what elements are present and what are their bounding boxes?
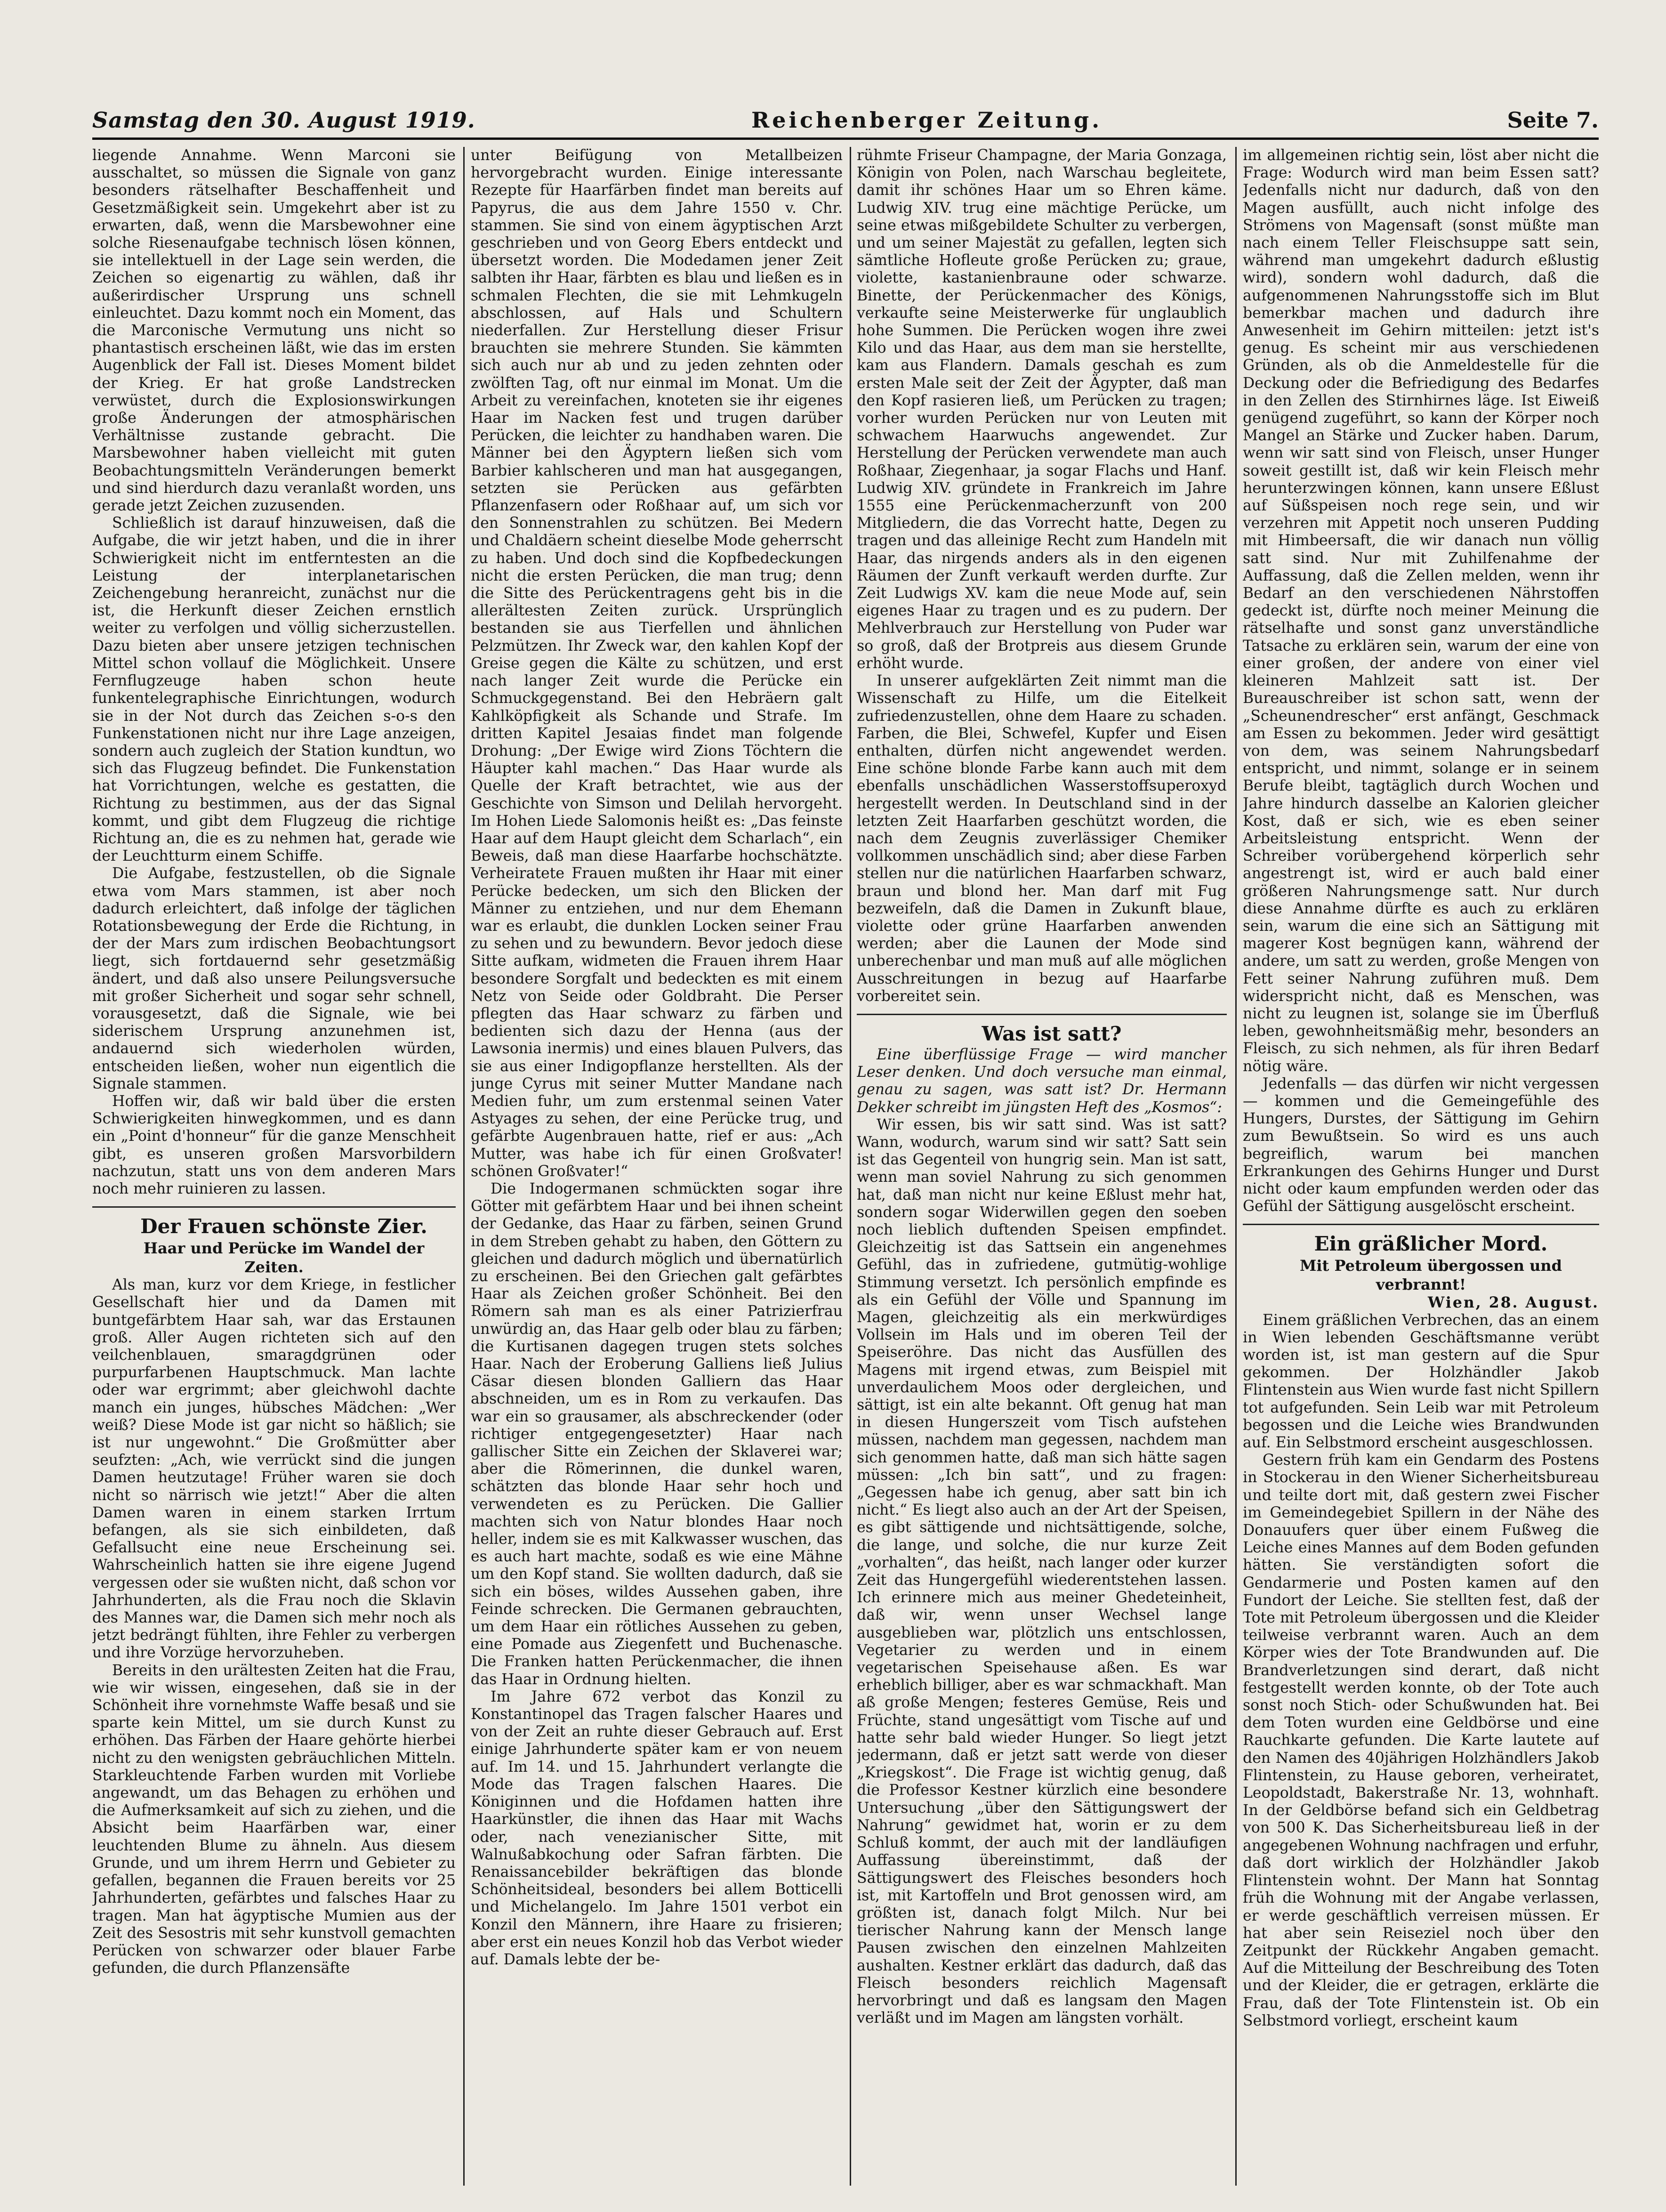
article-divider <box>92 1206 456 1208</box>
column-4 <box>1243 147 1599 2186</box>
column-1 <box>92 147 456 2186</box>
column-divider <box>1235 147 1237 2186</box>
paragraph: im allgemeinen richtig sein, löst aber nicht die Frage: Wodurch wird man beim Essen satt? Jedenfalls nicht nur dadurch, daß von den Magen ausfüllt, auch nicht infolge des Strömens von Magensaft (sonst müßte man nach einem Teller Fleischsuppe satt sein, während man umgekehrt dadurch eßlustig wird), sondern wohl dadurch, daß die aufgenommenen Nahrungsstoffe sich im Blut bemerkbar machen und dadurch ihre Anwesenheit im Gehirn mitteilen: jetzt ist's genug. Es scheint mir aus verschiedenen Gründen, als ob die Anmeldestelle für die Deckung oder die Befriedigung des Bedarfes in den Zellen des Stirnhirnes läge. Ist Eiweiß genügend zugeführt, so kann der Körper noch Mangel an Stärke und Zucker haben. Darum, wenn wir satt sind von Fleisch, unser Hunger soweit gestillt ist, daß wir kein Fleisch mehr herunterzwingen können, kann unsere Eßlust auf Süßspeisen noch rege sein, und wir verzehren mit Appetit noch unseren Pudding mit Himbeersaft, die wir danach nun völlig satt sind. Nur mit Zuhilfenahme der Auffassung, daß die Zellen melden, wenn ihr Bedarf an den verschiedenen Nährstoffen gedeckt ist, dürfte noch meiner Meinung die rätselhafte und sonst ganz unverständliche Tatsache zu erklären sein, warum der eine von einer großen, der andere von einer viel kleineren Mahlzeit satt ist. Der Bureauschreiber ist schon satt, wenn der „Scheunendrescher“ erst anfängt, Geschmack am Essen zu bekommen. Jeder wird gesättigt von dem, was seinem Nahrungsbedarf entspricht, und nimmt, solange er in seinem Berufe bleibt, tagtäglich durch Wochen und Jahre hindurch dasselbe an Kalorien gleicher Kost, daß er sich, wie es eben seiner Arbeitsleistung entspricht. Wenn der Schreiber vorübergehend körperlich sehr angestrengt ist, wird er auch bald einer größeren Nahrungsmenge satt. Nur durch diese Annahme dürfte es auch zu erklären sein, warum die eine sich an Sättigung mit magerer Kost begnügen kann, während der andere, um satt zu werden, große Mengen von Fett seiner Nahrung zuführen muß. Dem widerspricht nicht, daß es Menschen, was nicht zu leugnen ist, solange sie im Überfluß leben, gewohnheitsmäßig mehr, besonders an Fleisch, zu sich nehmen, als für ihren Bedarf nötig wäre. <box>1243 147 1599 1075</box>
header-rule <box>92 137 1599 140</box>
article-divider <box>857 1014 1227 1015</box>
paragraph: Als man, kurz vor dem Kriege, in festlicher Gesellschaft hier und da Damen mit buntgefärbtem Haar sah, war das Erstaunen groß. Aller Augen richteten sich auf den veilchenblauen, smaragdgrünen oder purpurfarbenen Hauptschmuck. Man lachte oder war ergrimmt; aber gleichwohl dachte manch ein junges, hübsches Mädchen: „Wer weiß? Diese Mode ist gar nicht so häßlich; sie ist nur ungewohnt.“ Die Großmütter aber seufzten: „Ach, wie verrückt sind die jungen Damen heutzutage! Früher waren sie doch nicht so närrisch wie jetzt!“ Aber die alten Damen waren in einem starken Irrtum befangen, als sie sich einbildeten, daß Gefallsucht eine neue Erscheinung sei. Wahrscheinlich hatten sie ihre eigene Jugend vergessen oder sie wußten nicht, daß schon vor Jahrhunderten, als die Frau noch die Sklavin des Mannes war, die Damen sich mehr noch als jetzt bedrängt fühlten, ihre Fehler zu verbergen und ihre Vorzüge hervorzuheben. <box>92 1276 456 1662</box>
column-divider <box>463 147 465 2186</box>
dateline: Wien, 28. August. <box>1428 1294 1599 1312</box>
page-number: Seite 7. <box>1507 107 1599 133</box>
paragraph: Bereits in den urältesten Zeiten hat die Frau, wie wir wissen, eingesehen, daß sie in der Schönheit ihre vornehmste Waffe besaß und sie sparte kein Mittel, um sie durch Kunst zu erhöhen. Das Färben der Haare gehörte hierbei nicht zu den wenigsten gebräuchlichen Mitteln. Starkleuchtende Farben wurden mit Vorliebe angewandt, um das Behagen zu erhöhen und die Aufmerksamkeit auf sich zu ziehen, und die Absicht beim Haarfärben war, einer leuchtenden Blume zu ähneln. Aus diesem Grunde, und um ihrem Herrn und Gebieter zu gefallen, begannen die Frauen bereits vor 25 Jahrhunderten, gefärbtes und falsches Haar zu tragen. Man hat ägyptische Mumien aus der Zeit des Sesostris mit sehr kunstvoll gemachten Perücken von schwarzer oder blauer Farbe gefunden, die durch Pflanzensäfte <box>92 1662 456 1977</box>
article-subtitle: Mit Petroleum übergossen und verbrannt! <box>1299 1257 1562 1294</box>
masthead: Reichenberger Zeitung. <box>751 107 1103 133</box>
paragraph: Schließlich ist darauf hinzuweisen, daß die Aufgabe, die wir jetzt haben, und die in ihrer Schwierigkeit nicht im entferntesten an die Leistung der interplanetarischen Zeichengebung heranreicht, zunächst nur die ist, die Herkunft dieser Zeichen ernstlich weiter zu verfolgen und völlig sicherzustellen. Dazu bieten aber unsere jetzigen technischen Mittel schon vollauf die Möglichkeit. Unsere Fernflugzeuge haben schon heute funkentelegraphische Einrichtungen, wodurch sie in der Not durch das Zeichen s-o-s den Funkenstationen nicht nur ihre Lage anzeigen, sondern auch zugleich der Station kundtun, wo sich das Flugzeug befindet. Die Funkenstation hat Vorrichtungen, welche es gestatten, die Richtung zu bestimmen, aus der das Signal kommt, und gibt dem Flugzeug die richtige Richtung an, die es zu nehmen hat, gerade wie der Leuchtturm einem Schiffe. <box>92 515 456 865</box>
paragraph: Die Indogermanen schmückten sogar ihre Götter mit gefärbtem Haar und bei ihnen scheint der Gedanke, das Haar zu färben, seinen Grund in dem Streben gehabt zu haben, den Göttern zu gleichen und dadurch möglich und übernatürlich zu erscheinen. Bei den Griechen galt gefärbtes Haar als Zeichen großer Schönheit. Bei den Römern sah man es als einer Patrizierfrau unwürdig an, das Haar gelb oder blau zu färben; die Kurtisanen dagegen trugen stets solches Haar. Nach der Eroberung Galliens ließ Julius Cäsar diesen blonden Galliern das Haar abschneiden, um es in Rom zu verkaufen. Das war ein so grausamer, als abschreckender (oder richtiger entgegengesetzter) Haar nach gallischer Sitte ein Zeichen der Sklaverei war; aber die Römerinnen, die dunkel waren, schätzten das blonde Haar sehr hoch und verwendeten es zu Perücken. Die Gallier machten sich von Natur blondes Haar noch heller, indem sie es mit Kalkwasser wuschen, das es auch hart machte, sodaß es wie eine Mähne um den Kopf stand. Sie wollten dadurch, daß sie sich ein böses, wildes Aussehen gaben, ihre Feinde schrecken. Die Germanen gebrauchten, um dem Haar ein rötliches Aussehen zu geben, eine Pomade aus Ziegenfett und Buchenasche. Die Franken hatten Perückenmacher, die ihnen das Haar in Ordnung hielten. <box>471 1180 843 1688</box>
paragraph: liegende Annahme. Wenn Marconi sie ausschaltet, so müssen die Signale von ganz besonders rätselhafter Beschaffenheit und Gesetzmäßigkeit sein. Umgekehrt aber ist zu erwarten, daß, wenn die Marsbewohner eine solche Riesenaufgabe technisch lösen können, sie intellektuell in der Lage sein werden, die Zeichen so eigenartig zu wählen, daß ihr außerirdischer Ursprung uns schnell einleuchtet. Dazu kommt noch ein Moment, das die Marconische Vermutung uns nicht so phantastisch erscheinen läßt, wie das im ersten Augenblick der Fall ist. Dieses Moment bildet der Krieg. Er hat große Landstrecken verwüstet, durch die Explosionswirkungen große Änderungen der atmosphärischen Verhältnisse zustande gebracht. Die Marsbewohner haben vielleicht mit guten Beobachtungsmitteln Veränderungen bemerkt und sind hierdurch dazu veranlaßt worden, uns gerade jetzt Zeichen zuzusenden. <box>92 147 456 515</box>
paragraph: Wir essen, bis wir satt sind. Was ist satt? Wann, wodurch, warum sind wir satt? Satt sein ist das Gegenteil von hungrig sein. Man ist satt, wenn man soviel Nahrung zu sich genommen hat, daß man nicht nur keine Eßlust mehr hat, sondern sogar Widerwillen gegen den soeben noch lieblich duftenden Speisen empfindet. Gleichzeitig ist das Sattsein ein angenehmes Gefühl, das in zufriedene, gutmütig-wohlige Stimmung versetzt. Ich persönlich empfinde es als ein Gefühl der Völle und Spannung im Magen, gleichzeitig als ein merkwürdiges Vollsein im Hals und im oberen Teil der Speiseröhre. Das nicht das Ausfüllen des Magens mit irgend etwas, zum Beispiel mit unverdaulichem Moos oder dergleichen, und sättigt, ist ein alte bekannt. Oft genug hat man in diesen Hungerszeit vom Tisch aufstehen müssen, nachdem man gegessen, nachdem man sich genommen hatte, daß man sich hätte sagen müssen: „Ich bin satt“, und zu fragen: „Gegessen habe ich genug, aber satt bin ich nicht.“ Es liegt also auch an der Art der Speisen, es gibt sättigende und nichtsättigende, solche, die lange, und solche, die nur kurze Zeit „vorhalten“, das heißt, nach langer oder kurzer Zeit das Hungergefühl wiederentstehen lassen. Ich erinnere mich aus meiner Ghedeteinheit, daß wir, wenn unser Wechsel lange ausgeblieben war, plötzlich uns entschlossen, Vegetarier zu werden und in einem vegetarischen Speisehause aßen. Es war erheblich billiger, aber es war schmackhaft. Man aß große Mengen; festeres Gemüse, Reis und Früchte, stand ungesättigt vom Tische auf und hatte sehr bald wieder Hunger. So liegt jetzt jedermann, daß er jetzt satt werde von dieser „Kriegskost“. Die Frage ist wichtig genug, daß die Professor Kestner kürzlich eine besondere Untersuchung „über den Sättigungswert der Nahrung“ gewidmet hat, worin er zu dem Schluß kommt, der auch mit der landläufigen Auffassung übereinstimmt, daß der Sättigungswert des Fleisches besonders hoch ist, mit Kartoffeln und Brot genossen wird, am größten ist, danach folgt Milch. Nur bei tierischer Nahrung kann der Mensch lange Pausen zwischen den einzelnen Mahlzeiten aushalten. Kestner erklärt das dadurch, daß das Fleisch besonders reichlich Magensaft hervorbringt und daß es langsam den Magen verläßt und im Magen am längsten vorhält. <box>857 1116 1227 2027</box>
article-divider <box>1243 1224 1599 1225</box>
paragraph: rühmte Friseur Champagne, der Maria Gonzaga, Königin von Polen, nach Warschau begleitete, damit ihr schönes Haar um so Ehren käme. Ludwig XIV. trug eine mächtige Perücke, um seine etwas mißgebildete Schulter zu verbergen, und um seiner Majestät zu gefallen, legten sich sämtliche Hofleute große Perücken zu; graue, violette, kastanienbraune oder schwarze. Binette, der Perückenmacher des Königs, verkaufte seine Meisterwerke für unglaublich hohe Summen. Die Perücken wogen ihre zwei Kilo und das Haar, aus dem man sie herstellte, kam aus Flandern. Damals geschah es zum ersten Male seit der Zeit der Ägypter, daß man den Kopf rasieren ließ, um Perücken zu tragen; vorher wurden Perücken nur von Leuten mit schwachem Haarwuchs angewendet. Zur Herstellung der Perücken verwendete man auch Roßhaar, Ziegenhaar, ja sogar Flachs und Hanf. Ludwig XIV. gründete in Frankreich im Jahre 1555 eine Perückenmacherzunft von 200 Mitgliedern, die das Vorrecht hatte, Degen zu tragen und das alleinige Recht zum Handeln mit Haar, das nirgends anders als in den eigenen Räumen der Zunft verkauft werden durfte. Zur Zeit Ludwigs XV. kam die neue Mode auf, sein eigenes Haar zu tragen und es zu pudern. Der Mehlverbrauch zur Herstellung von Puder war so groß, daß der Brotpreis aus diesem Grunde erhöht wurde. <box>857 147 1227 672</box>
article-title: Ein gräßlicher Mord. <box>1314 1232 1548 1256</box>
paragraph: Die Aufgabe, festzustellen, ob die Signale etwa vom Mars stammen, ist aber noch dadurch erleichtert, daß infolge der täglichen Rotationsbewegung der Erde die Richtung, in der der Mars zum irdischen Beobachtungsort liegt, sich fortdauernd sehr gesetzmäßig ändert, und daß also unsere Peilungsversuche mit großer Sicherheit und sogar sehr schnell, vorausgesetzt, daß die Signale, wie bei siderischem Ursprung anzunehmen ist, andauernd sich wiederholen würden, entscheiden ließen, woher nun eigentlich die Signale stammen. <box>92 865 456 1092</box>
page-header <box>92 107 1599 140</box>
article-title: Was ist satt? <box>982 1022 1122 1045</box>
paragraph: Jedenfalls — das dürfen wir nicht vergessen — kommen und die Gemeingefühle des Hungers, Durstes, der Sättigung im Gehirn zum Bewußtsein. So wird es uns auch begreiflich, warum bei manchen Erkrankungen des Gehirns Hunger und Durst nicht oder kaum empfunden werden oder das Gefühl der Sättigung ausgelöscht erscheint. <box>1243 1075 1599 1215</box>
issue-date: Samstag den 30. August 1919. <box>92 107 475 133</box>
paragraph: unter Beifügung von Metallbeizen hervorgebracht wurden. Einige interessante Rezepte für Haarfärben findet man bereits auf Papyrus, die aus dem Jahre 1550 v. Chr. stammen. Sie sind von einem ägyptischen Arzt geschrieben und von Georg Ebers entdeckt und übersetzt worden. Die Modedamen jener Zeit salbten ihr Haar, färbten es blau und ließen es in schmalen Flechten, die sie mit Lehmkugeln abschlossen, auf Hals und Schultern niederfallen. Zur Herstellung dieser Frisur brauchten sie mehrere Stunden. Sie kämmten sich auch nur ab und zu jeden zehnten oder zwölften Tag, oft nur einmal im Monat. Um die Arbeit zu vereinfachen, knoteten sie ihr eigenes Haar im Nacken fest und trugen darüber Perücken, die leichter zu handhaben waren. Die Männer bei den Ägyptern ließen sich vom Barbier kahlscheren und man hat ausgegangen, setzten sie Perücken aus gefärbten Pflanzenfasern oder Roßhaar auf, um sich vor den Sonnenstrahlen zu schützen. Bei Medern und Chaldäern scheint dieselbe Mode geherrscht zu haben. Und doch sind die Kopfbedeckungen nicht die ersten Perücken, die man trug; denn die Sitte des Perückentragens geht bis in die allerältesten Zeiten zurück. Ursprünglich bestanden sie aus Tierfellen und ähnlichen Pelzmützen. Ihr Zweck war, den kahlen Kopf der Greise gegen die Kälte zu schützen, und erst nach langer Zeit wurde die Perücke ein Schmuckgegenstand. Bei den Hebräern galt Kahlköpfigkeit als Schande und Strafe. Im dritten Kapitel Jesaias findet man folgende Drohung: „Der Ewige wird Zions Töchtern die Häupter kahl machen.“ Das Haar wurde als Quelle der Kraft betrachtet, wie aus der Geschichte von Simson und Delilah hervorgeht. Im Hohen Liede Salomonis heißt es: „Das feinste Haar auf dem Haupt gleicht dem Scharlach“, ein Beweis, daß man diese Haarfarbe hochschätzte. Verheiratete Frauen mußten ihr Haar mit einer Perücke bedecken, um sich den Blicken der Männer zu entziehen, und nur dem Ehemann war es erlaubt, die dunklen Locken seiner Frau zu sehen und zu bewundern. Bevor jedoch diese Sitte aufkam, widmeten die Frauen ihrem Haar besondere Sorgfalt und bedeckten es mit einem Netz von Seide oder Goldbraht. Die Perser pflegten das Haar schwarz zu färben und bedienten sich dazu der Henna (aus der Lawsonia inermis) und eines blauen Pulvers, das sie aus einer Indigopflanze herstellten. Als der junge Cyrus mit seiner Mutter Mandane nach Medien fuhr, um zum erstenmal seinen Vater Astyages zu sehen, der eine Perücke trug, und gefärbte Augenbrauen hatte, rief er aus: „Ach Mutter, was habe ich für einen Großvater! schönen Großvater!“ <box>471 147 843 1180</box>
article-title: Der Frauen schönste Zier. <box>140 1215 427 1238</box>
column-3 <box>857 147 1227 2186</box>
column-divider <box>850 147 851 2186</box>
column-2 <box>471 147 843 2186</box>
article-subtitle: Haar und Perücke im Wandel der Zeiten. <box>143 1239 425 1276</box>
paragraph: In unserer aufgeklärten Zeit nimmt man die Wissenschaft zu Hilfe, um die Eitelkeit zufriedenzustellen, ohne dem Haare zu schaden. Farben, die Blei, Schwefel, Kupfer und Eisen enthalten, dürfen nicht angewendet werden. Eine schöne blonde Farbe kann auch mit dem ebenfalls unschädlichen Wasserstoffsuperoxyd hergestellt werden. In Deutschland sind in der letzten Zeit Haarfarben geschützt worden, die nach dem Zeugnis zuverlässiger Chemiker vollkommen unschädlich sind; aber diese Farben stellen nur die natürlichen Haarfarben schwarz, braun und blond her. Man darf mit Fug bezweifeln, daß die Damen in Zukunft blaue, violette oder grüne Haarfarben anwenden werden; aber die Launen der Mode sind unberechenbar und man muß auf alle möglichen Ausschreitungen in bezug auf Haarfarbe vorbereitet sein. <box>857 672 1227 1005</box>
paragraph: Einem gräßlichen Verbrechen, das an einem in Wien lebenden Geschäftsmanne verübt worden ist, ist man gestern auf die Spur gekommen. Der Holzhändler Jakob Flintenstein aus Wien wurde fast nicht Spillern tot aufgefunden. Sein Leib war mit Petroleum begossen und die Leiche wies Brandwunden auf. Ein Selbstmord erscheint ausgeschlossen. <box>1243 1311 1599 1452</box>
article-lead: Eine überflüssige Frage — wird mancher Leser denken. Und doch versuche man einmal, genau zu sagen, was satt ist? Dr. Hermann Dekker schreibt im jüngsten Heft des „Kosmos“: <box>857 1046 1227 1116</box>
paragraph: Hoffen wir, daß wir bald über die ersten Schwierigkeiten hinwegkommen, und es dann ein „Point d'honneur“ für die ganze Menschheit gibt, es unseren großen Marsvorbildern nachzutun, statt uns von dem anderen Mars noch mehr ruinieren zu lassen. <box>92 1092 456 1197</box>
paragraph: Gestern früh kam ein Gendarm des Postens in Stockerau in den Wiener Sicherheitsbureau und teilte dort mit, daß gestern zwei Fischer im Gemeindegebiet Spillern in der Nähe des Donauufers quer über einem Fußweg die Leiche eines Mannes auf dem Boden gefunden hätten. Sie verständigten sofort die Gendarmerie und Posten kamen auf den Fundort der Leiche. Sie stellten fest, daß der Tote mit Petroleum übergossen und die Kleider teilweise verbrannt waren. Auch an dem Körper wies der Tote Brandwunden auf. Die Brandverletzungen sind derart, daß nicht festgestellt werden konnte, ob der Tote auch sonst noch Stich- oder Schußwunden hat. Bei dem Toten wurden eine Geldbörse und eine Rauchkarte gefunden. Die Karte lautete auf den Namen des 40jährigen Holzhändlers Jakob Flintenstein, zu Hause geboren, verheiratet, Leopoldstadt, Bakerstraße Nr. 13, wohnhaft. In der Geldbörse befand sich ein Geldbetrag von 500 K. Das Sicherheitsbureau ließ in der angegebenen Wohnung nachfragen und erfuhr, daß dort wirklich der Holzhändler Jakob Flintenstein wohnt. Der Mann hat Sonntag früh die Wohnung mit der Angabe verlassen, er werde geschäftlich verreisen müssen. Er hat aber sein Reiseziel noch über den Zeitpunkt der Rückkehr Angaben gemacht. Auf die Mitteilung der Beschreibung des Toten und der Kleider, die er getragen, erklärte die Frau, daß der Tote Flintenstein ist. Ob ein Selbstmord vorliegt, erscheint kaum <box>1243 1452 1599 2029</box>
paragraph: Im Jahre 672 verbot das Konzil zu Konstantinopel das Tragen falscher Haares und von der Zeit an ruhte dieser Gebrauch auf. Erst einige Jahrhunderte später kam er von neuem auf. Im 14. und 15. Jahrhundert verlangte die Mode das Tragen falschen Haares. Die Königinnen und die Hofdamen hatten ihre Haarkünstler, die ihnen das Haar mit Wachs oder, nach venezianischer Sitte, mit Walnußabkochung oder Safran färbten. Die Renaissancebilder bekräftigen das blonde Schönheitsideal, besonders bei allem Botticelli und Michelangelo. Im Jahre 1501 verbot ein Konzil den Männern, ihre Haare zu frisieren; aber erst ein neues Konzil hob das Verbot wieder auf. Damals lebte der be- <box>471 1688 843 1968</box>
